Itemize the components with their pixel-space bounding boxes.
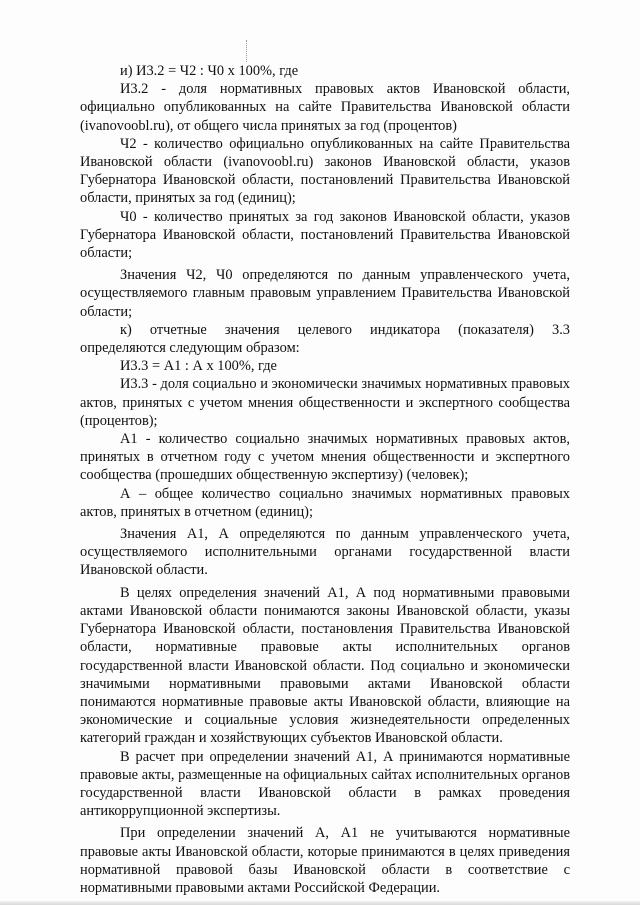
paragraph-calculation-inclusion: В расчет при определении значений А1, А принимаются нормативные правовые акты, размещенные на официальных сайтах исполнительных органов государственной власти Ивановской области в рамках проведения антикоррупционной экспертизы. bbox=[80, 748, 570, 820]
paragraph-a1-a-source: Значения А1, А определяются по данным управленческого учета, осуществляемого исполнительными органами государственной власти Ивановской области. bbox=[80, 526, 570, 579]
paragraph-a1-definition: А1 - количество социально значимых нормативных правовых актов, принятых в отчетном году с учетом мнения общественности и экспертного сообщества (прошедших общественную экспертизу) (человек); bbox=[80, 431, 570, 484]
binding-mark bbox=[246, 40, 248, 62]
paragraph-i3-2-definition: И3.2 - доля нормативных правовых актов Ивановской области, официально опубликованных на сайте Правительства Ивановской области (ivanovoobl.ru), от общего числа принятых за год (процентов) bbox=[80, 81, 570, 134]
paragraph-calculation-exclusion: При определении значений А, А1 не учитываются нормативные правовые акты Ивановской области, которые принимаются в целях приведения нормативной правовой базы Ивановской области в соответствие с нормативными правовыми актами Российской Федерации. bbox=[80, 825, 570, 896]
paragraph-a-definition: А – общее количество социально значимых нормативных правовых актов, принятых в отчетном (единиц); bbox=[80, 485, 570, 520]
document-body bbox=[80, 62, 570, 897]
paragraph-i3-3-definition: И3.3 - доля социально и экономически значимых нормативных правовых актов, принятых с учетом мнения общественности и экспертного сообщества (процентов); bbox=[80, 376, 570, 429]
formula-i3-3: И3.3 = А1 : А х 100%, где bbox=[120, 358, 277, 375]
paragraph-npa-scope: В целях определения значений А1, А под нормативными правовыми актами Ивановской области понимаются законы Ивановской области, указы Губернатора Ивановской области, постановления Правительства Ивановской области, нормативные правовые акты исполнительных органов государственной власти Ивановской области. Под социально и экономически значимыми нормативными правовыми актами Ивановской области понимаются нормативные правовые акты Ивановской области, влияющие на экономические и социальные условия жизнедеятельности определенных категорий граждан и хозяйствующих субъектов Ивановской области. bbox=[80, 584, 570, 747]
paragraph-ch2-definition: Ч2 - количество официально опубликованных на сайте Правительства Ивановской области (ivanovoobl.ru) законов Ивановской области, указов Губернатора Ивановской области, постановлений Правительства Ивановской области, принятых за год (единиц); bbox=[80, 135, 570, 207]
formula-i3-2: и) И3.2 = Ч2 : Ч0 х 100%, где bbox=[120, 63, 299, 79]
paragraph-ch2-ch0-source: Значения Ч2, Ч0 определяются по данным управленческого учета, осуществляемого главным правовым управлением Правительства Ивановской области; bbox=[80, 267, 570, 320]
scan-edge bbox=[0, 901, 640, 905]
paragraph-ch0-definition: Ч0 - количество принятых за год законов Ивановской области, указов Губернатора Ивановской области, постановлений Правительства Ивановской области; bbox=[80, 208, 570, 262]
paragraph-k-intro: к) отчетные значения целевого индикатора (показателя) 3.3 определяются следующим образом: bbox=[80, 321, 570, 357]
